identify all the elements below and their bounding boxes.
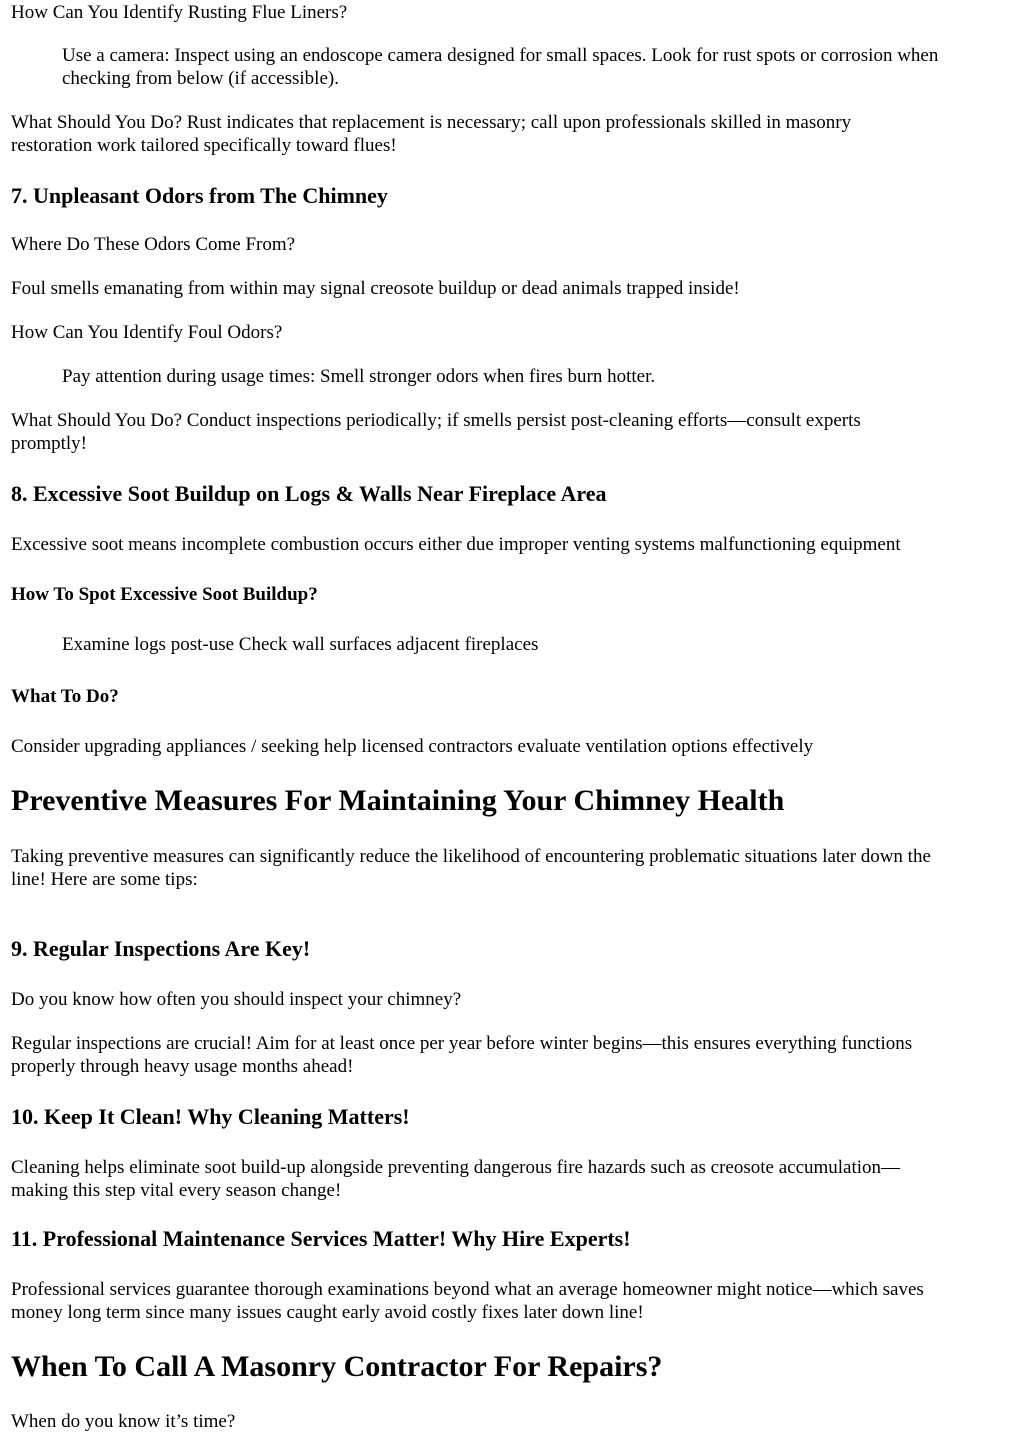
inspect-line-1: Regular inspections are crucial! Aim for at least once per year before winter begins—this ensures everything functions xyxy=(11,1033,913,1054)
heading-preventive: Preventive Measures For Maintaining Your Chimney Health xyxy=(11,784,785,817)
question-identify-rust: How Can You Identify Rusting Flue Liners? xyxy=(11,2,348,23)
soot-tip: Examine logs post-use Check wall surfaces adjacent fireplaces xyxy=(62,634,539,655)
inspect-line-2: properly through heavy usage months ahead! xyxy=(11,1056,354,1077)
question-odor-source: Where Do These Odors Come From? xyxy=(11,234,296,255)
rust-tip-line-1: Use a camera: Inspect using an endoscope camera designed for small spaces. Look for rust spots or corrosion when xyxy=(62,45,939,66)
odor-action-line-1: What Should You Do? Conduct inspections periodically; if smells persist post-cleaning efforts—consult experts xyxy=(11,410,861,431)
pro-line-1: Professional services guarantee thorough examinations beyond what an average homeowner might notice—which saves xyxy=(11,1279,924,1300)
preventive-line-2: line! Here are some tips: xyxy=(11,869,198,890)
heading-when-call: When To Call A Masonry Contractor For Repairs? xyxy=(11,1350,663,1383)
clean-line-1: Cleaning helps eliminate soot build-up alongside preventing dangerous fire hazards such as creosote accumulation— xyxy=(11,1157,901,1178)
odor-source-text: Foul smells emanating from within may signal creosote buildup or dead animals trapped inside! xyxy=(11,278,740,299)
pro-line-2: money long term since many issues caught early avoid costly fixes later down line! xyxy=(11,1302,644,1323)
rust-action-line-1: What Should You Do? Rust indicates that replacement is necessary; call upon professionals skilled in masonry xyxy=(11,112,852,133)
question-know-time: When do you know it’s time? xyxy=(11,1411,236,1432)
soot-intro: Excessive soot means incomplete combustion occurs either due improper venting systems malfunctioning equipment xyxy=(11,534,901,555)
heading-inspections: 9. Regular Inspections Are Key! xyxy=(11,936,311,961)
clean-line-2: making this step vital every season change! xyxy=(11,1180,342,1201)
soot-action: Consider upgrading appliances / seeking help licensed contractors evaluate ventilation options effectively xyxy=(11,736,814,757)
question-inspect-often: Do you know how often you should inspect your chimney? xyxy=(11,989,462,1010)
heading-spot-soot: How To Spot Excessive Soot Buildup? xyxy=(11,584,318,605)
question-identify-odor: How Can You Identify Foul Odors? xyxy=(11,322,283,343)
rust-action-line-2: restoration work tailored specifically toward flues! xyxy=(11,135,397,156)
heading-professional: 11. Professional Maintenance Services Matter! Why Hire Experts! xyxy=(11,1226,631,1251)
heading-what-to-do: What To Do? xyxy=(11,686,119,707)
odor-action-line-2: promptly! xyxy=(11,433,87,454)
heading-odors: 7. Unpleasant Odors from The Chimney xyxy=(11,183,388,208)
odor-tip: Pay attention during usage times: Smell stronger odors when fires burn hotter. xyxy=(62,366,656,387)
preventive-line-1: Taking preventive measures can significantly reduce the likelihood of encountering problematic situations later down the xyxy=(11,846,931,867)
heading-cleaning: 10. Keep It Clean! Why Cleaning Matters! xyxy=(11,1104,410,1129)
heading-soot: 8. Excessive Soot Buildup on Logs & Walls Near Fireplace Area xyxy=(11,481,607,506)
rust-tip-line-2: checking from below (if accessible). xyxy=(62,68,339,89)
